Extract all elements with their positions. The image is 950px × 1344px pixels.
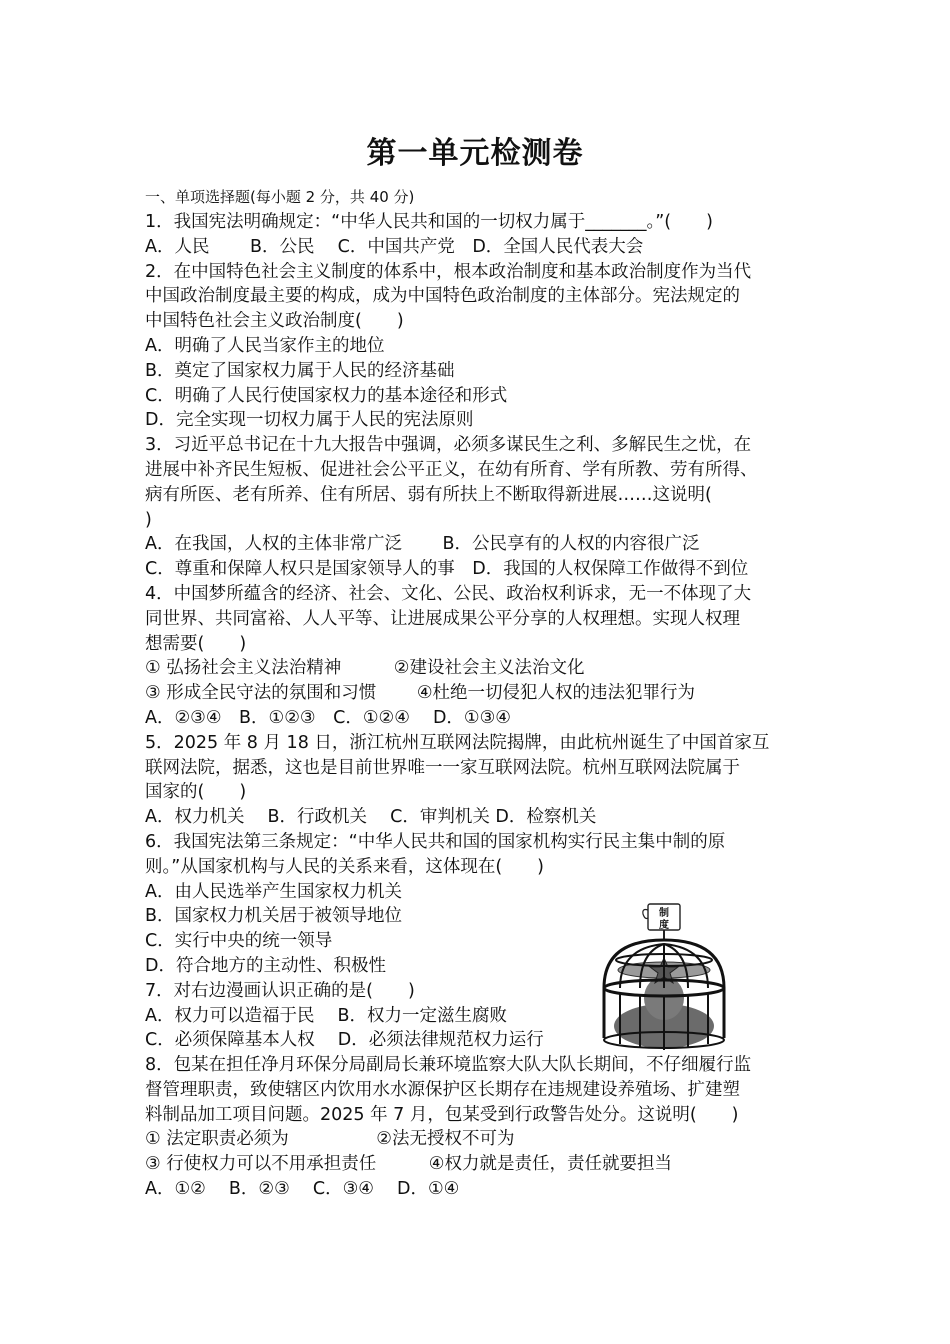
question-line: 5．2025 年 8 月 18 日，浙江杭州互联网法院揭牌，由此杭州诞生了中国首家互 (145, 732, 770, 753)
question-line: 中国政治制度最主要的构成，成为中国特色政治制度的主体部分。宪法规定的 (145, 286, 740, 307)
question-line: 则。”从国家机构与人民的关系来看，这体现在( ) (145, 856, 544, 877)
answer-option: D．符合地方的主动性、积极性 (145, 955, 386, 976)
question-line: 联网法院，据悉，这也是目前世界唯一一家互联网法院。杭州互联网法院属于 (145, 757, 740, 778)
answer-options-line: A．①② B．②③ C．③④ D．①④ (145, 1179, 460, 1200)
page-title: 第一单元检测卷 (366, 136, 584, 171)
answer-option: D．完全实现一切权力属于人民的宪法原则 (145, 410, 474, 431)
statement-line: ① 弘扬社会主义法治精神 ②建设社会主义法治文化 (145, 658, 585, 679)
cartoon-label-bottom: 度 (659, 920, 669, 931)
question-line: 中国特色社会主义政治制度( ) (145, 311, 404, 332)
question-line: 同世界、共同富裕、人人平等、让进展成果公平分享的人权理想。实现人权理 (145, 608, 740, 629)
question-line: 3．习近平总书记在十九大报告中强调，必须多谋民生之利、多解民生之忧，在 (145, 435, 752, 456)
question-line: 料制品加工项目问题。2025 年 7 月，包某受到行政警告处分。这说明( ) (145, 1104, 739, 1125)
answer-options-line: A．权力机关 B．行政机关 C．审判机关 D．检察机关 (145, 807, 597, 828)
answer-options-line: A．人民 B．公民 C．中国共产党 D．全国人民代表大会 (145, 236, 644, 257)
question-line: 7．对右边漫画认识正确的是( ) (145, 980, 415, 1001)
answer-options-line: C．尊重和保障人权只是国家领导人的事 D．我国的人权保障工作做得不到位 (145, 559, 749, 580)
question-line: 4．中国梦所蕴含的经济、社会、文化、公民、政治权利诉求，无一不体现了大 (145, 583, 752, 604)
question-line: 2．在中国特色社会主义制度的体系中，根本政治制度和基本政治制度作为当代 (145, 261, 752, 282)
question-line: 国家的( ) (145, 782, 247, 803)
answer-option: C．明确了人民行使国家权力的基本途径和形式 (145, 385, 508, 406)
question-line: 1．我国宪法明确规定：“中华人民共和国的一切权力属于_______。”( ) (145, 212, 713, 232)
question-line: 进展中补齐民生短板、促进社会公平正义，在幼有所育、学有所教、劳有所得、 (145, 459, 758, 480)
question-line: ) (145, 509, 152, 530)
caged-power-cartoon-icon (590, 900, 738, 1050)
answer-option: C．实行中央的统一领导 (145, 931, 333, 952)
answer-option: B．国家权力机关居于被领导地位 (145, 906, 403, 927)
question-line: 6．我国宪法第三条规定：“中华人民共和国的国家机构实行民主集中制的原 (145, 831, 726, 852)
answer-option: A．明确了人民当家作主的地位 (145, 335, 385, 356)
section-heading: 一、单项选择题(每小题 2 分，共 40 分) (145, 188, 415, 206)
answer-options-line: A．②③④ B．①②③ C．①②④ D．①③④ (145, 707, 511, 728)
answer-options-line: C．必须保障基本人权 D．必须法律规范权力运行 (145, 1030, 544, 1051)
question-line: 8．包某在担任净月环保分局副局长兼环境监察大队大队长期间，不仔细履行监 (145, 1055, 752, 1076)
statement-line: ③ 行使权力可以不用承担责任 ④权力就是责任，责任就要担当 (145, 1154, 672, 1175)
answer-option: B．奠定了国家权力属于人民的经济基础 (145, 360, 455, 381)
cartoon-label-top: 制 (659, 908, 669, 919)
statement-line: ③ 形成全民守法的氛围和习惯 ④杜绝一切侵犯人权的违法犯罪行为 (145, 683, 696, 704)
question-line: 病有所医、老有所养、住有所居、弱有所扶上不断取得新进展……这说明( (145, 484, 712, 505)
question-line: 想需要( ) (145, 633, 247, 654)
question-line: 督管理职责，致使辖区内饮用水水源保护区长期存在违规建设养殖场、扩建塑 (145, 1079, 740, 1100)
answer-options-line: A．权力可以造福于民 B．权力一定滋生腐败 (145, 1005, 508, 1026)
answer-option: A．由人民选举产生国家权力机关 (145, 881, 402, 902)
answer-options-line: A．在我国，人权的主体非常广泛 B．公民享有的人权的内容很广泛 (145, 534, 700, 555)
statement-line: ① 法定职责必须为 ②法无授权不可为 (145, 1129, 515, 1150)
